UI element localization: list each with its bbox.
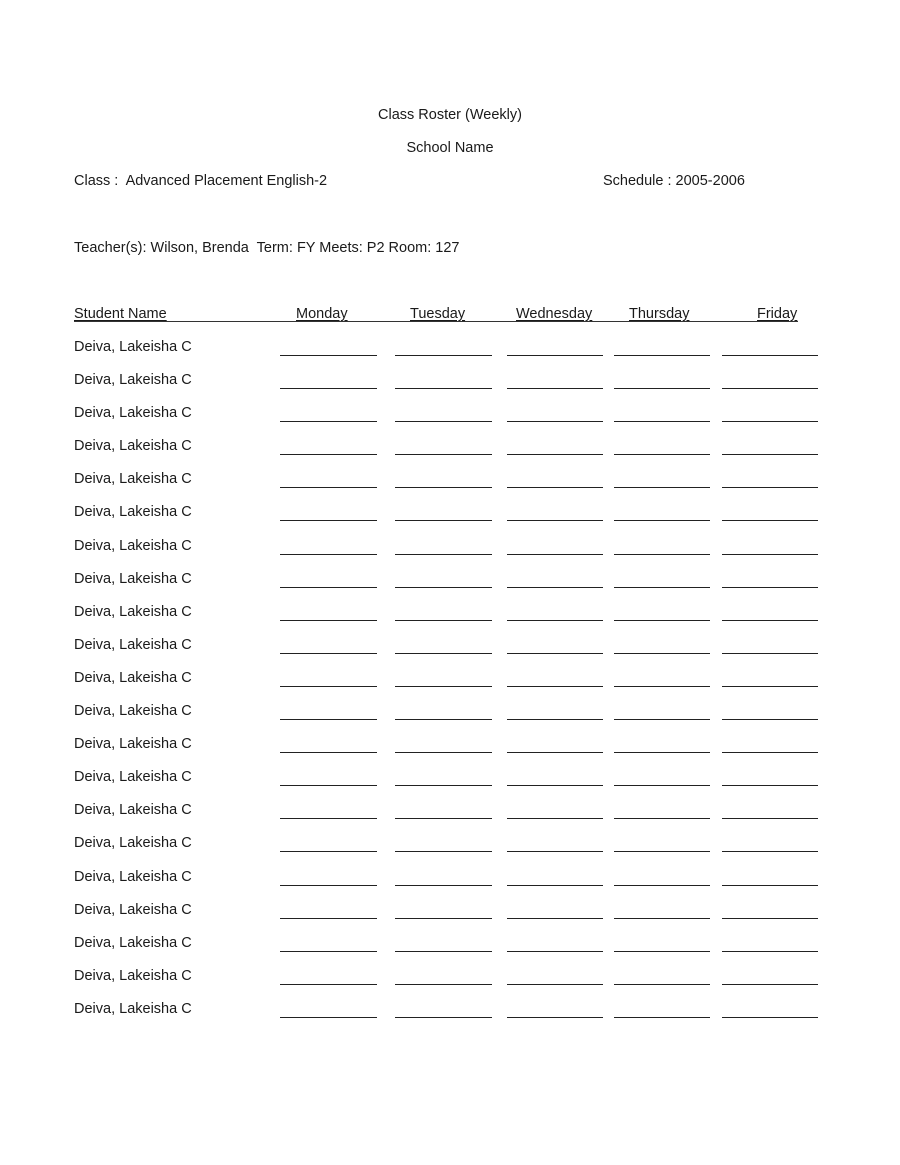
attendance-blank-friday [722, 818, 818, 819]
attendance-blank-monday [280, 421, 377, 422]
table-row [0, 372, 900, 405]
table-row [0, 703, 900, 736]
attendance-blank-monday [280, 951, 377, 952]
attendance-blank-tuesday [395, 520, 492, 521]
teacher-info: Teacher(s): Wilson, Brenda Term: FY Meets: P2 Room: 127 [74, 240, 460, 256]
attendance-blank-friday [722, 355, 818, 356]
attendance-blank-friday [722, 752, 818, 753]
attendance-blank-thursday [614, 719, 710, 720]
student-name: Deiva, Lakeisha C [74, 438, 192, 455]
attendance-blank-wednesday [507, 587, 603, 588]
attendance-blank-friday [722, 587, 818, 588]
attendance-blank-monday [280, 454, 377, 455]
attendance-blank-friday [722, 885, 818, 886]
attendance-blank-friday [722, 686, 818, 687]
attendance-blank-wednesday [507, 785, 603, 786]
attendance-blank-friday [722, 520, 818, 521]
table-row [0, 968, 900, 1001]
attendance-blank-monday [280, 686, 377, 687]
attendance-blank-wednesday [507, 355, 603, 356]
attendance-blank-friday [722, 719, 818, 720]
table-row [0, 902, 900, 935]
attendance-blank-wednesday [507, 388, 603, 389]
attendance-blank-thursday [614, 918, 710, 919]
attendance-blank-monday [280, 851, 377, 852]
document-title: Class Roster (Weekly) [378, 107, 522, 123]
attendance-blank-wednesday [507, 454, 603, 455]
attendance-blank-tuesday [395, 686, 492, 687]
header-student-name: Student Name [74, 306, 167, 322]
school-name: School Name [406, 140, 494, 156]
student-name: Deiva, Lakeisha C [74, 934, 192, 951]
table-row [0, 769, 900, 802]
attendance-blank-thursday [614, 752, 710, 753]
attendance-blank-monday [280, 587, 377, 588]
attendance-blank-monday [280, 885, 377, 886]
attendance-blank-wednesday [507, 487, 603, 488]
attendance-blank-thursday [614, 818, 710, 819]
header-wednesday: Wednesday [516, 306, 593, 322]
attendance-blank-wednesday [507, 918, 603, 919]
attendance-blank-tuesday [395, 587, 492, 588]
attendance-blank-wednesday [507, 851, 603, 852]
student-name: Deiva, Lakeisha C [74, 1000, 192, 1017]
attendance-blank-monday [280, 520, 377, 521]
attendance-blank-thursday [614, 520, 710, 521]
student-name: Deiva, Lakeisha C [74, 372, 192, 389]
attendance-blank-thursday [614, 487, 710, 488]
student-name: Deiva, Lakeisha C [74, 471, 192, 488]
attendance-blank-wednesday [507, 421, 603, 422]
attendance-blank-monday [280, 620, 377, 621]
attendance-blank-monday [280, 719, 377, 720]
attendance-blank-friday [722, 554, 818, 555]
student-name: Deiva, Lakeisha C [74, 537, 192, 554]
attendance-blank-thursday [614, 587, 710, 588]
attendance-blank-tuesday [395, 719, 492, 720]
attendance-blank-wednesday [507, 1017, 603, 1018]
attendance-blank-wednesday [507, 984, 603, 985]
attendance-blank-thursday [614, 1017, 710, 1018]
table-row [0, 604, 900, 637]
attendance-blank-monday [280, 818, 377, 819]
attendance-blank-tuesday [395, 752, 492, 753]
attendance-blank-tuesday [395, 388, 492, 389]
student-name: Deiva, Lakeisha C [74, 570, 192, 587]
attendance-blank-friday [722, 984, 818, 985]
student-name: Deiva, Lakeisha C [74, 339, 192, 355]
attendance-blank-thursday [614, 686, 710, 687]
attendance-blank-thursday [614, 951, 710, 952]
table-row [0, 504, 900, 537]
attendance-blank-tuesday [395, 487, 492, 488]
attendance-blank-tuesday [395, 851, 492, 852]
table-row [0, 835, 900, 868]
table-row [0, 637, 900, 670]
attendance-blank-friday [722, 620, 818, 621]
table-row [0, 869, 900, 902]
attendance-blank-monday [280, 918, 377, 919]
attendance-blank-friday [722, 487, 818, 488]
attendance-blank-friday [722, 918, 818, 919]
attendance-blank-tuesday [395, 554, 492, 555]
student-name: Deiva, Lakeisha C [74, 901, 192, 918]
table-row [0, 405, 900, 438]
attendance-blank-tuesday [395, 421, 492, 422]
student-name: Deiva, Lakeisha C [74, 967, 192, 984]
attendance-blank-monday [280, 984, 377, 985]
header-monday: Monday [296, 306, 348, 322]
attendance-blank-tuesday [395, 653, 492, 654]
header-thursday: Thursday [629, 306, 690, 322]
header-tuesday: Tuesday [410, 306, 466, 322]
attendance-blank-wednesday [507, 719, 603, 720]
attendance-blank-wednesday [507, 885, 603, 886]
attendance-blank-friday [722, 454, 818, 455]
attendance-blank-friday [722, 653, 818, 654]
attendance-blank-thursday [614, 554, 710, 555]
attendance-blank-tuesday [395, 454, 492, 455]
attendance-blank-thursday [614, 388, 710, 389]
table-row [0, 538, 900, 571]
attendance-blank-wednesday [507, 686, 603, 687]
attendance-blank-monday [280, 653, 377, 654]
attendance-blank-friday [722, 951, 818, 952]
class-info: Class : Advanced Placement English-2 [74, 173, 328, 189]
attendance-blank-thursday [614, 851, 710, 852]
attendance-blank-thursday [614, 421, 710, 422]
student-name: Deiva, Lakeisha C [74, 769, 192, 786]
student-name: Deiva, Lakeisha C [74, 835, 192, 852]
attendance-blank-wednesday [507, 620, 603, 621]
attendance-blank-tuesday [395, 355, 492, 356]
attendance-blank-wednesday [507, 653, 603, 654]
attendance-blank-thursday [614, 355, 710, 356]
attendance-blank-wednesday [507, 554, 603, 555]
student-name: Deiva, Lakeisha C [74, 603, 192, 620]
attendance-blank-tuesday [395, 885, 492, 886]
table-row [0, 339, 900, 372]
attendance-blank-thursday [614, 885, 710, 886]
table-header [0, 306, 900, 324]
student-name: Deiva, Lakeisha C [74, 868, 192, 885]
attendance-blank-monday [280, 355, 377, 356]
attendance-blank-friday [722, 388, 818, 389]
attendance-blank-thursday [614, 454, 710, 455]
table-row [0, 736, 900, 769]
attendance-blank-wednesday [507, 520, 603, 521]
attendance-blank-monday [280, 554, 377, 555]
student-name: Deiva, Lakeisha C [74, 405, 192, 422]
attendance-blank-friday [722, 1017, 818, 1018]
student-name: Deiva, Lakeisha C [74, 802, 192, 819]
attendance-blank-friday [722, 421, 818, 422]
attendance-blank-tuesday [395, 951, 492, 952]
table-row [0, 438, 900, 471]
header-friday: Friday [757, 306, 798, 322]
attendance-blank-friday [722, 785, 818, 786]
attendance-blank-tuesday [395, 818, 492, 819]
student-rows [0, 339, 900, 1034]
table-row [0, 571, 900, 604]
attendance-blank-monday [280, 752, 377, 753]
student-name: Deiva, Lakeisha C [74, 504, 192, 521]
attendance-blank-thursday [614, 785, 710, 786]
table-row [0, 1001, 900, 1034]
attendance-blank-thursday [614, 653, 710, 654]
attendance-blank-friday [722, 851, 818, 852]
attendance-blank-thursday [614, 620, 710, 621]
attendance-blank-monday [280, 487, 377, 488]
attendance-blank-tuesday [395, 918, 492, 919]
schedule-info: Schedule : 2005-2006 [603, 173, 745, 189]
attendance-blank-wednesday [507, 818, 603, 819]
attendance-blank-tuesday [395, 1017, 492, 1018]
student-name: Deiva, Lakeisha C [74, 703, 192, 720]
attendance-blank-tuesday [395, 620, 492, 621]
table-row [0, 471, 900, 504]
attendance-blank-wednesday [507, 752, 603, 753]
student-name: Deiva, Lakeisha C [74, 669, 192, 686]
attendance-blank-monday [280, 785, 377, 786]
student-name: Deiva, Lakeisha C [74, 636, 192, 653]
attendance-blank-wednesday [507, 951, 603, 952]
table-row [0, 802, 900, 835]
attendance-blank-thursday [614, 984, 710, 985]
attendance-blank-tuesday [395, 984, 492, 985]
attendance-blank-monday [280, 1017, 377, 1018]
table-row [0, 670, 900, 703]
table-row [0, 935, 900, 968]
student-name: Deiva, Lakeisha C [74, 736, 192, 753]
attendance-blank-monday [280, 388, 377, 389]
attendance-blank-tuesday [395, 785, 492, 786]
